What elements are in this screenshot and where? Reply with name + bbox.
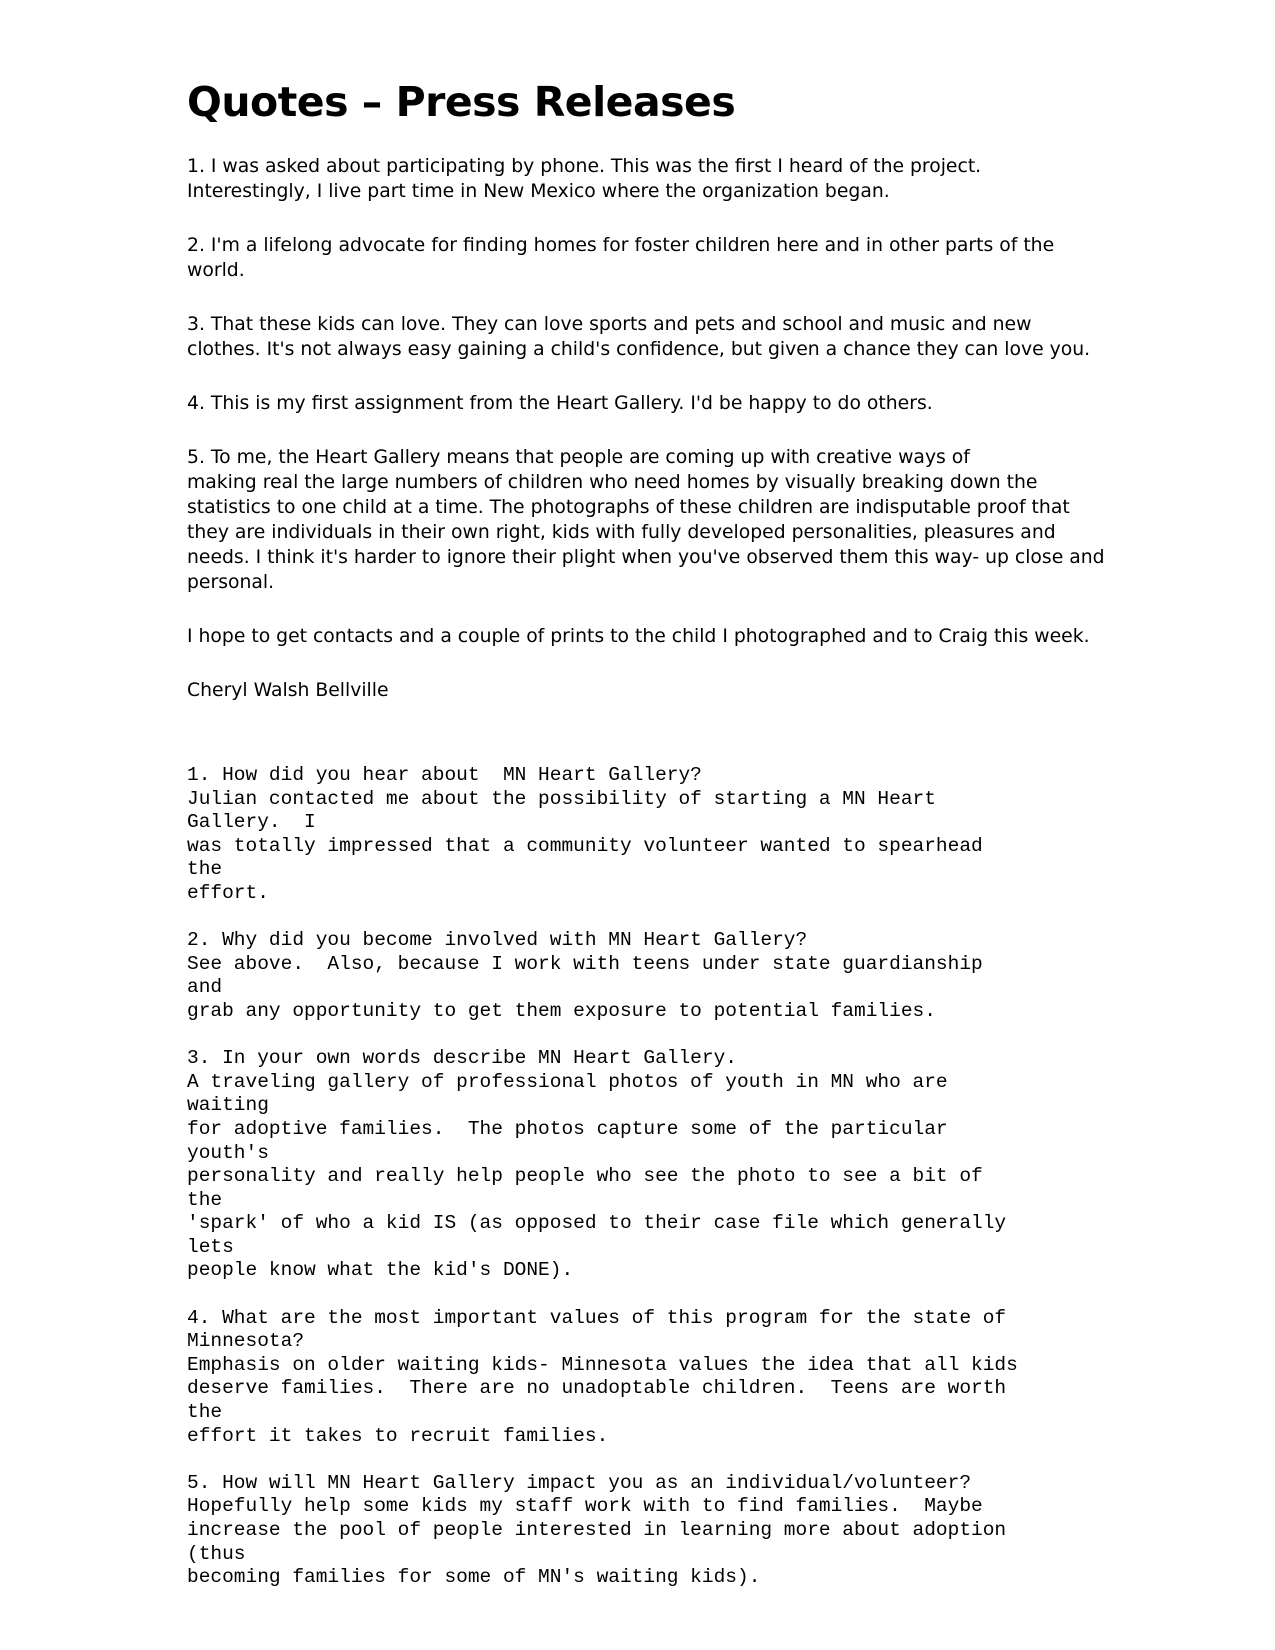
answer-line: for adoptive families. The photos capture some of the particular — [187, 1117, 948, 1140]
answer-line: effort it takes to recruit families. — [187, 1424, 609, 1447]
answer-line: the — [187, 1188, 223, 1211]
quote-paragraph: 5. To me, the Heart Gallery means that people are coming up with creative ways of making real the large numbers of children who need homes by visually breaking down the statistics to one child at a time. The photographs of these children are indisputable proof that they are individuals in their own right, kids with fully developed personalities, pleasures and needs. I think it's harder to ignore their plight when you've observed them this way- up close and personal. — [187, 447, 1105, 593]
answer-line: waiting — [187, 1094, 269, 1117]
answer-line: grab any opportunity to get them exposure to potential families. — [187, 999, 936, 1022]
quote-paragraph: 3. That these kids can love. They can love sports and pets and school and music and new clothes. It's not always easy gaining a child's confidence, but given a chance they can love you. — [187, 314, 1091, 360]
answer-line: See above. Also, because I work with teens under state guardianship — [187, 952, 983, 975]
quote-paragraph: 4. This is my first assignment from the Heart Gallery. I'd be happy to do others. — [187, 393, 933, 414]
interview-question: 5. How will MN Heart Gallery impact you as an individual/volunteer? — [187, 1471, 972, 1494]
interview-question: 1. How did you hear about MN Heart Gallery? — [187, 764, 702, 786]
answer-line: Emphasis on older waiting kids- Minnesota values the idea that all kids — [187, 1353, 1018, 1376]
answer-line: youth's — [187, 1141, 269, 1164]
closing-note: I hope to get contacts and a couple of prints to the child I photographed and to Craig this week. — [187, 626, 1090, 647]
interview-question: 4. What are the most important values of this program for the state of — [187, 1306, 1007, 1329]
interview-item — [187, 1472, 1107, 1590]
interview-item — [187, 764, 1107, 906]
answer-line: the — [187, 858, 223, 881]
answer-line: Gallery. I — [187, 811, 316, 834]
interview-question: 2. Why did you become involved with MN Heart Gallery? — [187, 929, 808, 952]
quotes-section — [187, 154, 1107, 732]
answer-line: deserve families. There are no unadoptable children. Teens are worth — [187, 1377, 1007, 1400]
answer-line: was totally impressed that a community volunteer wanted to spearhead — [187, 834, 983, 857]
answer-line: Julian contacted me about the possibility of starting a MN Heart — [187, 787, 936, 810]
answer-line: Minnesota? — [187, 1330, 305, 1353]
answer-line: (thus — [187, 1542, 246, 1565]
answer-line: lets — [187, 1235, 234, 1258]
interview-item — [187, 1047, 1107, 1283]
interview-section — [187, 764, 1107, 1613]
page-title: Quotes – Press Releases — [187, 78, 736, 126]
quote-paragraph: 1. I was asked about participating by phone. This was the first I heard of the project. Interestingly, I live part time in New Mexico where the organization began. — [187, 156, 982, 202]
interview-item — [187, 1307, 1107, 1449]
interview-item — [187, 929, 1107, 1023]
author-signature: Cheryl Walsh Bellville — [187, 680, 389, 701]
answer-line: the — [187, 1401, 223, 1424]
answer-line: becoming families for some of MN's waiting kids). — [187, 1566, 761, 1589]
answer-line: A traveling gallery of professional photos of youth in MN who are — [187, 1070, 948, 1093]
answer-line: people know what the kid's DONE). — [187, 1259, 574, 1282]
quote-paragraph: 2. I'm a lifelong advocate for finding homes for foster children here and in other parts of the world. — [187, 235, 1055, 281]
interview-question: 3. In your own words describe MN Heart Gallery. — [187, 1047, 737, 1070]
answer-line: and — [187, 976, 223, 999]
answer-line: increase the pool of people interested in learning more about adoption — [187, 1519, 1007, 1541]
answer-line: Hopefully help some kids my staff work with to find families. Maybe — [187, 1495, 983, 1518]
answer-line: effort. — [187, 881, 269, 904]
answer-line: personality and really help people who see the photo to see a bit of — [187, 1165, 983, 1188]
answer-line: 'spark' of who a kid IS (as opposed to their case file which generally — [187, 1212, 1007, 1235]
